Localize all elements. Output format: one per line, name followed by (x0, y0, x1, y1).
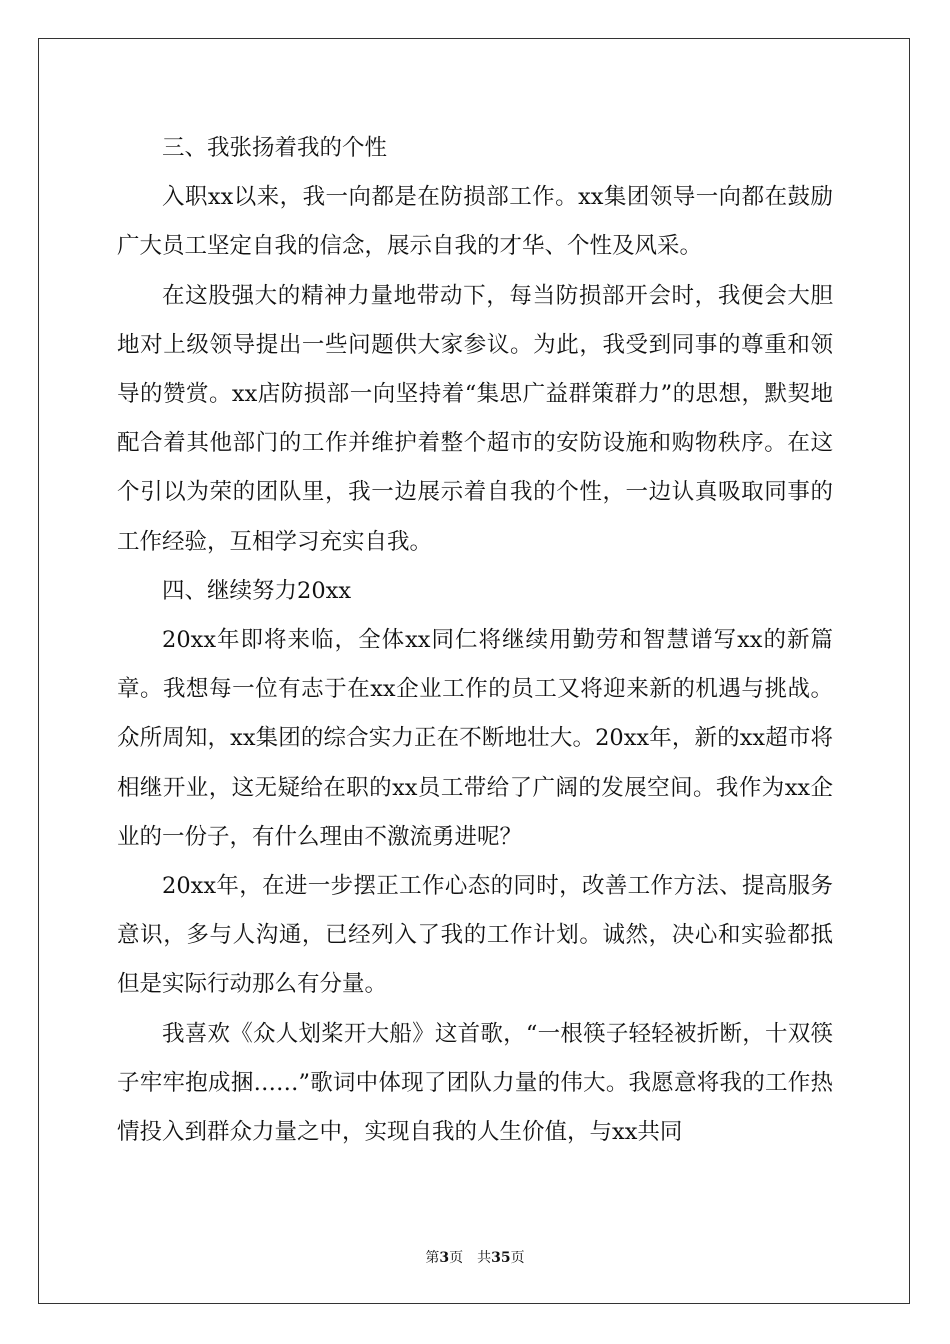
paragraph: 20xx年即将来临，全体xx同仁将继续用勤劳和智慧谱写xx的新篇章。我想每一位有志于在xx企业工作的员工又将迎来新的机遇与挑战。众所周知，xx集团的综合实力正在不断地壮大。20xx年，新的xx超市将相继开业，这无疑给在职的xx员工带给了广阔的发展空间。我作为xx企业的一份子，有什么理由不激流勇进呢？ (117, 627, 833, 850)
total-prefix: 共 (477, 1250, 492, 1266)
page-footer (0, 1247, 950, 1267)
paragraph: 我喜欢《众人划桨开大船》这首歌，“一根筷子轻轻被折断，十双筷子牢牢抱成捆……”歌词中体现了团队力量的伟大。我愿意将我的工作热情投入到群众力量之中，实现自我的人生价值，与xx共同 (117, 1020, 833, 1146)
page-prefix: 第 (425, 1250, 440, 1266)
page-number: 3 (439, 1250, 450, 1266)
total-suffix: 页 (510, 1250, 525, 1266)
paragraph: 入职xx以来，我一向都是在防损部工作。xx集团领导一向都在鼓励广大员工坚定自我的信念，展示自我的才华、个性及风采。 (117, 184, 833, 260)
document-body (117, 124, 833, 1157)
section-heading-4: 四、继续努力20xx (162, 577, 352, 604)
paragraph: 20xx年，在进一步摆正工作心态的同时，改善工作方法、提高服务意识，多与人沟通，已经列入了我的工作计划。诚然，决心和实验都抵但是实际行动那么有分量。 (117, 873, 833, 998)
paragraph: 在这股强大的精神力量地带动下，每当防损部开会时，我便会大胆地对上级领导提出一些问题供大家参议。为此，我受到同事的尊重和领导的赞赏。xx店防损部一向坚持着“集思广益群策群力”的思想，默契地配合着其他部门的工作并维护着整个超市的安防设施和购物秩序。在这个引以为荣的团队里，我一边展示着自我的个性，一边认真吸取同事的工作经验，互相学习充实自我。 (117, 282, 833, 555)
page-suffix: 页 (449, 1250, 464, 1266)
total-pages: 35 (491, 1250, 511, 1266)
section-heading-3: 三、我张扬着我的个性 (162, 135, 388, 161)
